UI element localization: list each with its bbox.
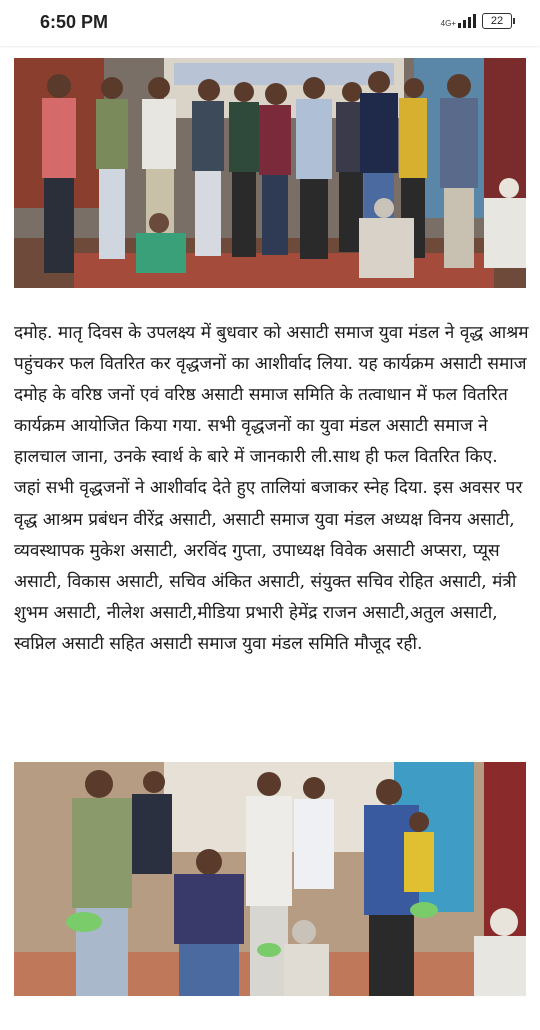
- status-bar: [0, 0, 540, 46]
- signal-icon: [441, 14, 476, 28]
- group-photo-elderly-home-icon: [14, 58, 526, 288]
- battery-icon: [482, 13, 512, 29]
- clock: 6:50 PM: [40, 12, 109, 32]
- fruit-distribution-photo-icon: [14, 762, 526, 996]
- status-icons: [441, 13, 512, 29]
- fruit-distribution-photo: [14, 762, 526, 996]
- battery-level: 22: [490, 15, 504, 27]
- group-photo: [14, 58, 526, 288]
- article-text: दमोह. मातृ दिवस के उपलक्ष्य में बुधवार को असाटी समाज युवा मंडल ने वृद्ध आश्रम पहुंचकर फल वितरित कर वृद्धजनों का आशीर्वाद लिया. यह कार्यक्रम असाटी समाज दमोह के वरिष्ठ जनों एवं वरिष्ठ असाटी समाज समिति के तत्वाधान में फल वितरित कार्यक्रम आयोजित किया गया. सभी वृद्धजनों का युवा मंडल असाटी समाज ने हालचाल जाना, उनके स्वार्थ के बारे में जानकारी ली.साथ ही फल वितरित किए. जहां सभी वृद्धजनों ने आशीर्वाद देते हुए तालियां बजाकर स्नेह दिया. इस अवसर पर वृद्ध आश्रम प्रबंधन वीरेंद्र असाटी, असाटी समाज युवा मंडल अध्यक्ष विनय असाटी, व्यवस्थापक मुकेश असाटी, अरविंद गुप्ता, उपाध्यक्ष विवेक असाटी अप्सरा, प्यूस असाटी, विकास असाटी, सचिव अंकित असाटी, संयुक्त सचिव रोहित असाटी, मंत्री शुभम असाटी, नीलेश असाटी,मीडिया प्रभारी हेमेंद्र राजन असाटी,अतुल असाटी, स्वप्निल असाटी सहित असाटी समाज युवा मंडल समिति मौजूद रही.: [14, 323, 529, 654]
- network-type: 4G+: [440, 19, 456, 28]
